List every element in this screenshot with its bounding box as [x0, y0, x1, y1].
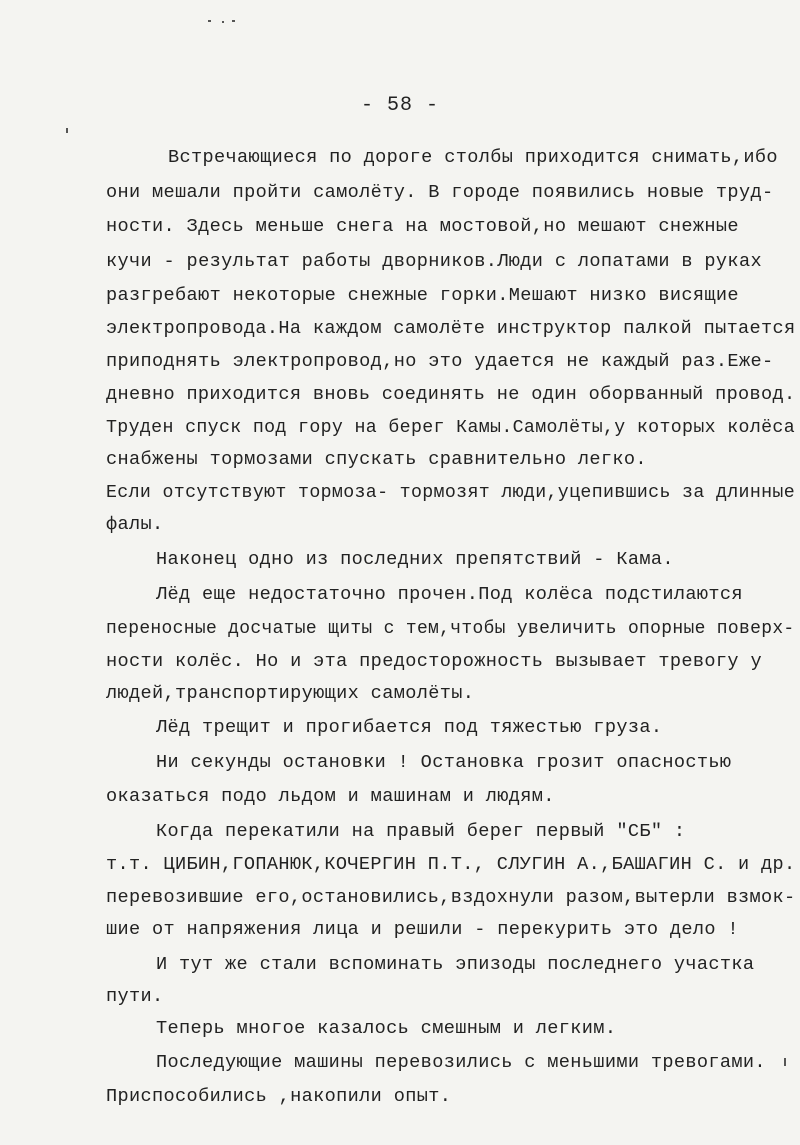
text-line: Последующие машины перевозились с меньшими тревогами.	[156, 1052, 766, 1073]
text-line: ности колёс. Но и эта предосторожность вызывает тревогу у	[106, 651, 762, 672]
text-line: кучи - результат работы дворников.Люди с лопатами в руках	[106, 251, 762, 272]
text-line: т.т. ЦИБИН,ГОПАНЮК,КОЧЕРГИН П.Т., СЛУГИН А.,БАШАГИН С. и др.	[106, 854, 796, 875]
text-line: Встречающиеся по дороге столбы приходится снимать,ибо	[168, 147, 778, 168]
scan-speck	[222, 21, 224, 23]
text-line: Наконец одно из последних препятствий - Кама.	[156, 549, 674, 570]
text-line: оказаться подо льдом и машинам и людям.	[106, 786, 555, 807]
scan-speck	[208, 20, 211, 22]
text-line: Лёд трещит и прогибается под тяжестью груза.	[156, 717, 663, 738]
text-line: Теперь многое казалось смешным и легким.	[156, 1018, 617, 1039]
page-number: - 58 -	[360, 94, 439, 117]
text-line: фалы.	[106, 514, 164, 535]
text-line: Если отсутствуют тормоза- тормозят люди,уцепившись за длинные	[106, 482, 796, 503]
text-line: дневно приходится вновь соединять не один оборванный провод.	[106, 384, 796, 405]
text-line: снабжены тормозами спускать сравнительно легко.	[106, 449, 647, 470]
text-line: перевозившие его,остановились,вздохнули разом,вытерли взмок-	[106, 887, 796, 908]
text-line: ности. Здесь меньше снега на мостовой,но мешают снежные	[106, 216, 739, 237]
text-line: Приспособились ,накопили опыт.	[106, 1086, 452, 1107]
scan-speck	[66, 128, 68, 133]
text-line: приподнять электропровод,но это удается не каждый раз.Еже-	[106, 351, 774, 372]
text-line: разгребают некоторые снежные горки.Мешают низко висящие	[106, 285, 739, 306]
scan-speck	[784, 1058, 786, 1066]
text-line: Лёд еще недостаточно прочен.Под колёса подстилаются	[156, 584, 743, 605]
text-line: электропровода.На каждом самолёте инструктор палкой пытается	[106, 318, 796, 339]
text-line: шие от напряжения лица и решили - перекурить это дело !	[106, 919, 739, 940]
text-line: пути.	[106, 986, 164, 1007]
text-line: они мешали пройти самолёту. В городе появились новые труд-	[106, 182, 774, 203]
text-line: И тут же стали вспоминать эпизоды последнего участка	[156, 954, 755, 975]
scan-speck	[232, 20, 235, 22]
text-line: Труден спуск под гору на берег Камы.Самолёты,у которых колёса	[106, 417, 796, 438]
text-line: Когда перекатили на правый берег первый "СБ" :	[156, 821, 686, 842]
text-line: людей,транспортирующих самолёты.	[106, 683, 475, 704]
text-line: переносные досчатые щиты с тем,чтобы увеличить опорные поверх-	[106, 618, 795, 639]
text-line: Ни секунды остановки ! Остановка грозит опасностью	[156, 752, 732, 773]
